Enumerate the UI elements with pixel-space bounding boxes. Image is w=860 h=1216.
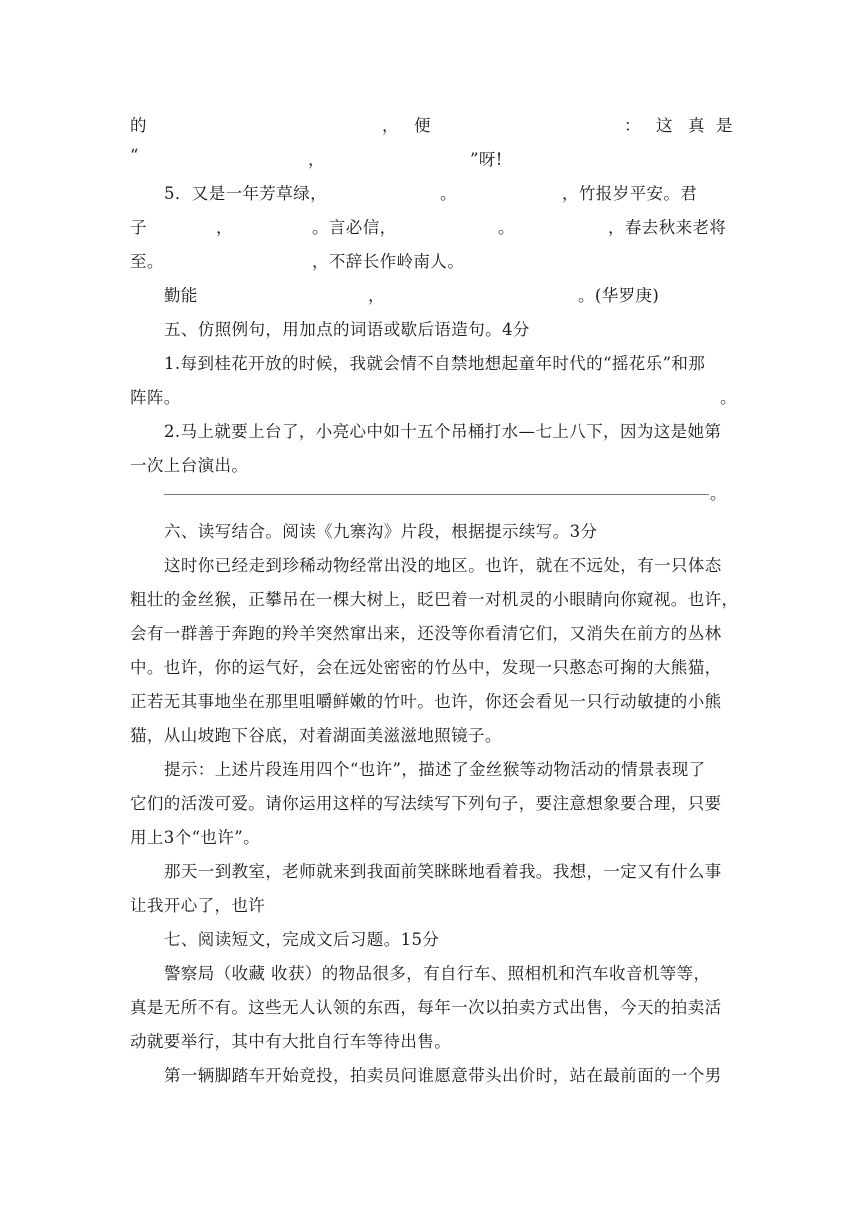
text-segment: ”呀! — [470, 150, 503, 169]
text-segment: ， — [308, 150, 325, 169]
passage-line: 这时你已经走到珍稀动物经常出没的地区。也许，就在不远处，有一只体态 — [164, 556, 722, 575]
text-segment: ， — [216, 218, 233, 237]
prompt-line: 让我开心了，也许 — [130, 896, 266, 915]
text-segment: “ — [130, 146, 139, 165]
passage-line: 猫，从山坡跑下谷底，对着湖面美滋滋地照镜子。 — [130, 726, 502, 745]
text-segment: 。言必信， — [312, 218, 397, 237]
text-segment: 便 — [414, 116, 431, 135]
text-segment: ，春去秋来老将 — [608, 218, 727, 237]
text-segment: 这 — [656, 116, 673, 135]
reading-passage-line: 真是无所不有。这些无人认领的东西，每年一次以拍卖方式出售，今天的拍卖活 — [130, 998, 722, 1017]
answer-underline-end: 。 — [710, 484, 727, 503]
text-segment: ，不辞长作岭南人。 — [312, 252, 465, 271]
section-6-heading: 六、读写结合。阅读《九寨沟》片段，根据提示续写。3分 — [164, 522, 598, 541]
text-segment: 。(华罗庚) — [578, 286, 660, 305]
text-segment: 真 — [688, 116, 705, 135]
reading-passage-line: 第一辆脚踏车开始竞投，拍卖员问谁愿意带头出价时，站在最前面的一个男 — [164, 1066, 722, 1085]
example-sentence-2-cont: 一次上台演出。 — [130, 456, 249, 475]
passage-line: 正若无其事地坐在那里咀嚼鲜嫩的竹叶。也许，你还会看见一只行动敏捷的小熊 — [130, 692, 722, 711]
example-sentence-1: 1.每到桂花开放的时候，我就会情不自禁地想起童年时代的“摇花乐”和那 — [164, 354, 706, 373]
answer-underline — [164, 494, 709, 495]
text-segment: 。 — [440, 184, 457, 203]
text-segment: 。 — [498, 218, 515, 237]
hint-line: 提示：上述片段连用四个“也许”，描述了金丝猴等动物活动的情景表现了 — [164, 760, 706, 779]
example-sentence-2: 2.马上就要上台了，小亮心中如十五个吊桶打水—七上八下，因为这是她第 — [164, 422, 722, 441]
text-segment: ，竹报岁平安。君 — [562, 184, 698, 203]
prompt-line: 那天一到教室，老师就来到我面前笑眯眯地看着我。我想，一定又有什么事 — [164, 862, 722, 881]
text-segment: ， — [382, 116, 399, 135]
text-segment: 阵阵。 — [130, 388, 181, 407]
hint-line: 它们的活泼可爱。请你运用这样的写法续写下列句子，要注意想象要合理，只要 — [130, 794, 722, 813]
text-segment: 5．又是一年芳草绿， — [164, 184, 327, 203]
section-7-heading: 七、阅读短文，完成文后习题。15分 — [164, 930, 440, 949]
text-segment: 的 — [130, 116, 147, 135]
passage-line: 会有一群善于奔跑的羚羊突然窜出来，还没等你看清它们，又消失在前方的丛林 — [130, 624, 722, 643]
text-segment: 勤能 — [164, 286, 198, 305]
hint-line: 用上3个“也许”。 — [130, 828, 260, 847]
text-segment: 。 — [720, 388, 737, 407]
reading-passage-line: 动就要举行，其中有大批自行车等待出售。 — [130, 1032, 452, 1051]
text-segment: 子 — [130, 218, 147, 237]
text-segment: 至。 — [130, 252, 164, 271]
passage-line: 粗壮的金丝猴，正攀吊在一棵大树上，眨巴着一对机灵的小眼睛向你窥视。也许， — [130, 590, 739, 609]
text-segment: ： — [624, 116, 641, 135]
text-segment: 是 — [716, 116, 733, 135]
section-5-heading: 五、仿照例句，用加点的词语或歇后语造句。4分 — [164, 320, 530, 339]
reading-passage-line: 警察局（收藏 收获）的物品很多，有自行车、照相机和汽车收音机等等， — [164, 964, 711, 983]
passage-line: 中。也许，你的运气好，会在远处密密的竹丛中，发现一只憨态可掬的大熊猫， — [130, 658, 722, 677]
text-segment: ， — [368, 286, 385, 305]
